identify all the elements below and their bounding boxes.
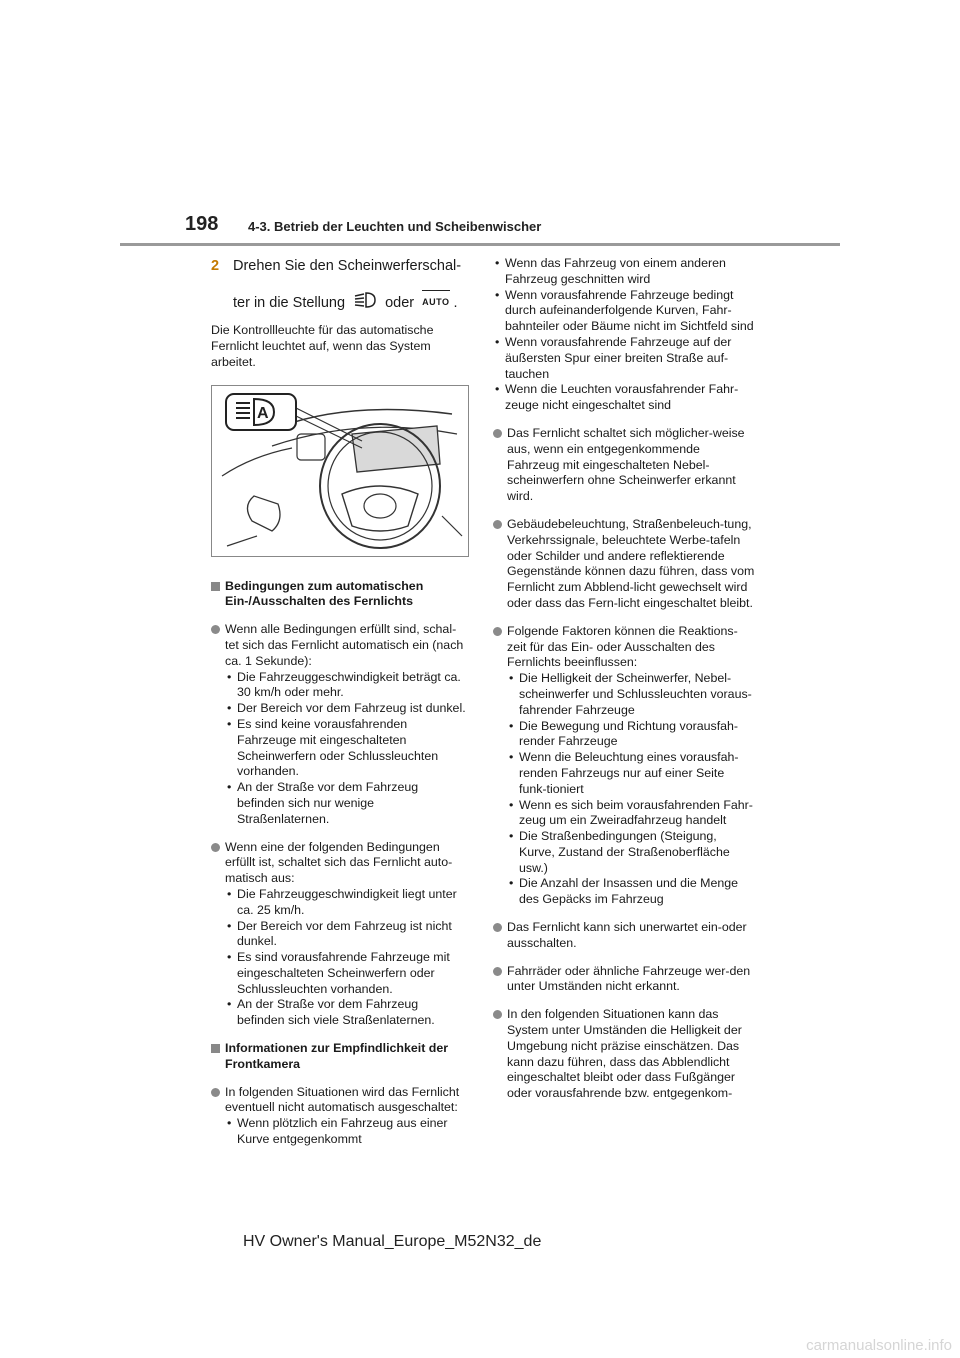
step-line2 (233, 290, 469, 315)
step-line1: Drehen Sie den Scheinwerferschal- (233, 258, 462, 274)
page-number: 198 (185, 213, 219, 235)
step-2 (211, 256, 469, 315)
step-or-text: oder (385, 295, 415, 311)
bullet-off-conditions: Wenn eine der folgenden Bedingungen erfüllt ist, schaltet sich das Fernlicht auto-matisch aus: • Die Fahrzeuggeschwindigkeit liegt unter ca. 25 km/h. • Der Bereich vor dem Fahrzeug ist nicht dunkel. • Es sind vorausfahrende Fahrzeuge mit eingeschalteten Scheinwerfern oder Schlussleuchten vorhanden. • An der Straße vor dem Fahrzeug befinden sich viele Straßenlaternen. (211, 840, 469, 1030)
list-item: • Die Fahrzeuggeschwindigkeit liegt unter ca. 25 km/h. (227, 886, 457, 917)
list-item: • Die Anzahl der Insassen und die Menge des Gepäcks im Fahrzeug (509, 876, 739, 907)
watermark: carmanualsonline.info (806, 1337, 952, 1354)
list-item: • Es sind vorausfahrende Fahrzeuge mit eingeschalteten Scheinwerfern oder Schlussleuchten vorhanden. (227, 950, 450, 996)
bullet-brightness: In den folgenden Situationen kann das System unter Umständen die Helligkeit der Umgebung nicht präzise einschätzen. Das kann dazu führen, dass das Abblendlicht eingeschaltet bleibt oder dass Fußgänger oder vorausfahrende bzw. entgegenkom- (493, 1007, 755, 1102)
bullet-lighting-sources: Gebäudebeleuchtung, Straßenbeleuch-tung, Verkehrssignale, beleuchtete Werbe-tafeln oder Schilder und andere reflektierende Gegenstände können dazu führen, dass vom Fernlicht zum Abblend-licht gewechselt wird oder dass das Fern-licht eingeschaltet bleibt. (493, 517, 755, 612)
bullet-bicycles: Fahrräder oder ähnliche Fahrzeuge wer-den unter Umständen nicht erkannt. (493, 964, 755, 996)
list-item: • An der Straße vor dem Fahrzeug befinden sich nur wenige Straßenlaternen. (227, 780, 419, 826)
list-item: • Wenn es sich beim vorausfahrenden Fahr-zeug um ein Zweiradfahrzeug handelt (509, 797, 753, 828)
bullet-camera-situations: In folgenden Situationen wird das Fernlicht eventuell nicht automatisch ausgeschaltet: • Wenn plötzlich ein Fahrzeug aus einer Kurve entgegenkommt (211, 1085, 469, 1148)
list-item: • Es sind keine vorausfahrenden Fahrzeuge mit eingeschalteten Scheinwerfern oder Schlussleuchten vorhanden. (227, 716, 439, 779)
circle-bullet-icon (211, 625, 220, 634)
list-item: • Die Straßenbedingungen (Steigung, Kurve, Zustand der Straßenoberfläche usw.) (509, 829, 730, 875)
circle-bullet-icon (493, 627, 502, 636)
list-item: • Die Helligkeit der Scheinwerfer, Nebel-scheinwerfer und Schlussleuchten voraus-fahrender Fahrzeuge (509, 671, 752, 717)
square-bullet-icon (211, 582, 220, 591)
headlight-switch-icon (353, 291, 377, 315)
dashboard-illustration (211, 385, 469, 557)
circle-bullet-icon (493, 520, 502, 529)
subhead-conditions: Bedingungen zum automatischen Ein-/Ausschalten des Fernlichts (211, 579, 469, 611)
circle-bullet-icon (493, 1010, 502, 1019)
list-item: • Die Bewegung und Richtung vorausfah-render Fahrzeuge (509, 718, 739, 749)
list-item: • Wenn die Leuchten vorausfahrender Fahr-zeuge nicht eingeschaltet sind (495, 382, 739, 413)
list-item: • Wenn vorausfahrende Fahrzeuge bedingt durch aufeinanderfolgende Kurven, Fahr-bahnteiler oder Bäume nicht im Sichtfeld sind (495, 287, 754, 334)
list-item: • An der Straße vor dem Fahrzeug befinden sich viele Straßenlaternen. (227, 997, 435, 1028)
section-title: 4-3. Betrieb der Leuchten und Scheibenwischer (248, 219, 542, 234)
list-item: • Der Bereich vor dem Fahrzeug ist dunkel. (227, 701, 466, 716)
circle-bullet-icon (211, 843, 220, 852)
bullet-unexpected: Das Fernlicht kann sich unerwartet ein-oder ausschalten. (493, 920, 755, 952)
intro-paragraph: Die Kontrollleuchte für das automatische Fernlicht leuchtet auf, wenn das System arbeitet. (211, 323, 434, 369)
step-number: 2 (211, 258, 220, 274)
left-column (211, 256, 469, 1160)
circle-bullet-icon (211, 1088, 220, 1097)
circle-bullet-icon (493, 967, 502, 976)
circle-bullet-icon (493, 429, 502, 438)
list-item: • Die Fahrzeuggeschwindigkeit beträgt ca. 30 km/h oder mehr. (227, 669, 461, 700)
header-divider (120, 243, 840, 246)
page-footer: HV Owner's Manual_Europe_M52N32_de (243, 1233, 542, 1250)
bullet-on-conditions: Wenn alle Bedingungen erfüllt sind, schal-tet sich das Fernlicht automatisch ein (nach ca. 1 Sekunde): • Die Fahrzeuggeschwindigkeit beträgt ca. 30 km/h oder mehr. • Der Bereich vor dem Fahrzeug ist dunkel. • Es sind keine vorausfahrenden Fahrzeuge mit eingeschalteten Scheinwerfern oder Schlussleuchten vorhanden. • An der Straße vor dem Fahrzeug befinden sich nur wenige Straßenlaternen. (211, 622, 469, 827)
right-column (493, 256, 755, 1114)
list-item: • Wenn plötzlich ein Fahrzeug aus einer Kurve entgegenkommt (227, 1116, 448, 1147)
step-line2-text: ter in die Stellung (233, 295, 346, 311)
auto-position-icon: AUTO (422, 290, 449, 312)
bullet-reaction-factors: Folgende Faktoren können die Reaktions-zeit für das Ein- oder Ausschalten des Fernlichts beeinflussen: • Die Helligkeit der Scheinwerfer, Nebel-scheinwerfer und Schlussleuchten voraus-fahrender Fahrzeuge • Die Bewegung und Richtung vorausfah-render Fahrzeuge • Wenn die Beleuchtung eines vorausfah-renden Fahrzeugs nur auf einer Seite funk-tioniert • Wenn es sich beim vorausfahrenden Fahr-zeug um ein Zweiradfahrzeug handelt • Die Straßenbedingungen (Steigung, Kurve, Zustand der Straßenoberfläche usw.) • Die Anzahl der Insassen und die Menge des Gepäcks im Fahrzeug (493, 624, 755, 908)
list-item: • Wenn die Beleuchtung eines vorausfah-renden Fahrzeugs nur auf einer Seite funk-tioniert (509, 750, 739, 796)
step-end: . (453, 295, 458, 311)
circle-bullet-icon (493, 923, 502, 932)
bullet-fog-lamps: Das Fernlicht schaltet sich möglicher-weise aus, wenn ein entgegenkommende Fahrzeug mit eingeschalteten Nebel-scheinwerfern ohne Scheinwerfer erkannt wird. (493, 426, 755, 505)
page-header (0, 0, 960, 250)
continued-list (493, 256, 755, 414)
square-bullet-icon (211, 1044, 220, 1053)
subhead-camera: Informationen zur Empfindlichkeit der Frontkamera (211, 1041, 469, 1073)
list-item: • Der Bereich vor dem Fahrzeug ist nicht dunkel. (227, 918, 452, 949)
figure-badge: A (257, 404, 269, 422)
list-item: • Wenn das Fahrzeug von einem anderen Fahrzeug geschnitten wird (495, 256, 726, 286)
list-item: • Wenn vorausfahrende Fahrzeuge auf der äußersten Spur einer breiten Straße auf-tauchen (495, 334, 732, 381)
